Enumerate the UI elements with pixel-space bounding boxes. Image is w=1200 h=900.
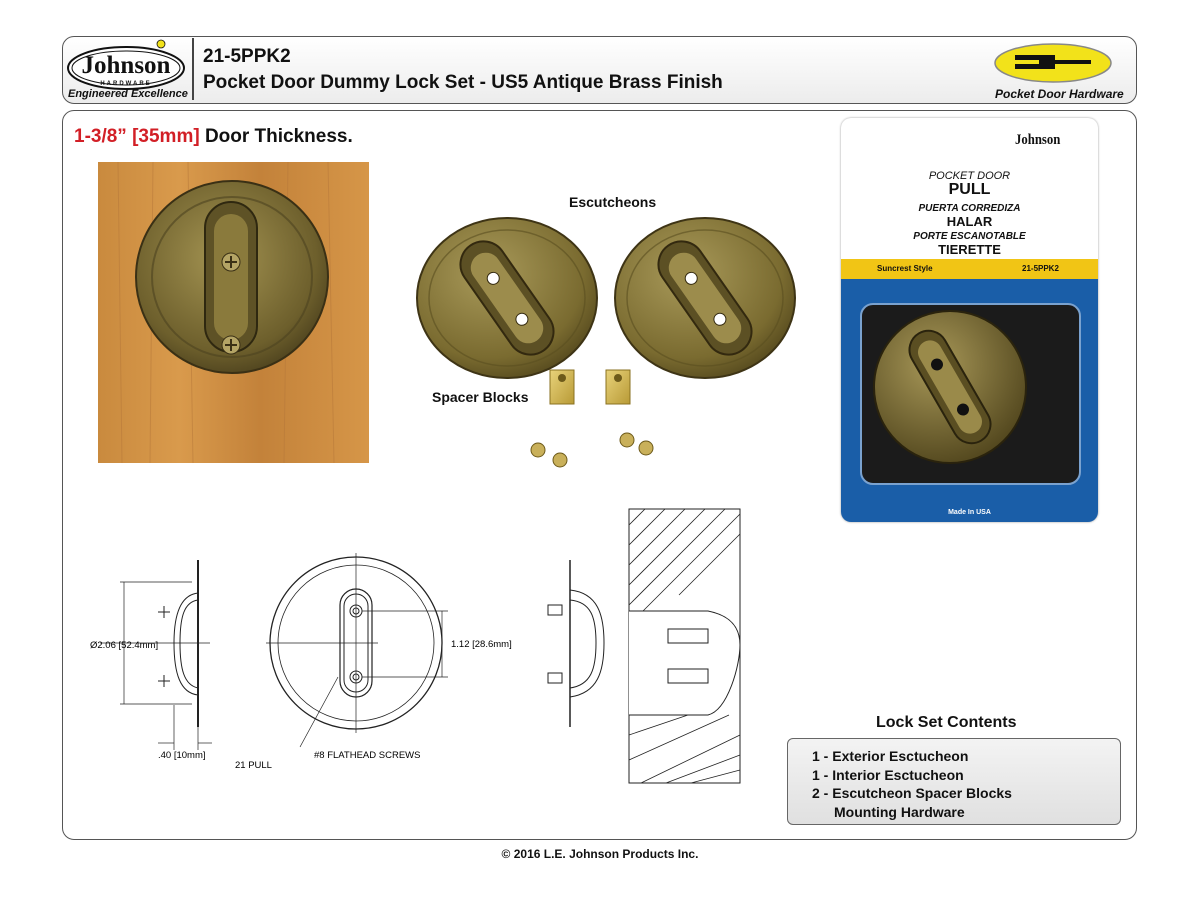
pull-label: 21 PULL [235, 760, 272, 771]
model-number: 21-5PPK2 [203, 46, 291, 67]
spacer-blocks-label: Spacer Blocks [432, 389, 529, 405]
package-line3: PUERTA CORREDIZA [918, 203, 1021, 214]
category-label: Pocket Door Hardware [995, 87, 1124, 101]
package-line6: TIERETTE [938, 242, 1001, 257]
tagline: Engineered Excellence [68, 88, 188, 100]
package-photo [841, 118, 1098, 522]
package-made-in: Made In USA [948, 509, 991, 516]
package-sku: 21-5PPK2 [1022, 264, 1059, 273]
package-product-window [841, 279, 1098, 522]
escutcheon-left [417, 218, 597, 378]
escutcheon-right [615, 218, 795, 378]
package-line5: PORTE ESCANOTABLE [913, 231, 1026, 242]
escutcheons-photo [410, 212, 810, 482]
screw-label: #8 FLATHEAD SCREWS [314, 750, 421, 761]
package-blue-card [841, 279, 1098, 522]
contents-list [788, 739, 1120, 821]
spacer-block-left [550, 370, 574, 404]
contents-box [787, 738, 1121, 825]
escutcheons-label: Escutcheons [569, 194, 657, 210]
package-line1: POCKET DOOR [928, 170, 1011, 182]
contents-item: Mounting Hardware [834, 803, 965, 820]
side-profile-view [100, 560, 212, 750]
contents-item: 1 - Interior Esctucheon [812, 766, 964, 783]
package-line4: HALAR [946, 214, 993, 229]
door-installed-photo [98, 162, 369, 463]
door-thickness-label: Door Thickness. [199, 126, 353, 147]
package-line2: PULL [948, 181, 991, 198]
dim-spacing: 1.12 [28.6mm] [451, 639, 512, 650]
pocket-door-icon [993, 42, 1115, 84]
contents-item: 1 - Exterior Esctucheon [812, 748, 969, 764]
dim-diameter: Ø2.06 [52.4mm] [90, 640, 159, 651]
copyright: © 2016 L.E. Johnson Products Inc. [501, 847, 699, 861]
package-style: Suncrest Style [877, 264, 933, 273]
package-brand: Johnson [1015, 132, 1061, 148]
door-thickness-value: 1-3/8” [35mm] [74, 126, 200, 147]
logo-text: Johnson [81, 52, 171, 79]
logo-subtext: HARDWARE [100, 81, 152, 87]
header-divider [192, 38, 194, 100]
dim-depth: .40 [10mm] [158, 750, 206, 761]
product-title: Pocket Door Dummy Lock Set - US5 Antique Brass Finish [203, 72, 723, 93]
door-thickness [74, 126, 353, 148]
technical-drawing [88, 505, 748, 790]
spacer-block-right [606, 370, 630, 404]
section-view [548, 509, 740, 783]
contents-item: 2 - Escutcheon Spacer Blocks [812, 785, 1012, 801]
front-view [266, 553, 448, 747]
johnson-logo [66, 38, 190, 92]
screws [531, 433, 653, 467]
contents-title: Lock Set Contents [876, 714, 1017, 731]
